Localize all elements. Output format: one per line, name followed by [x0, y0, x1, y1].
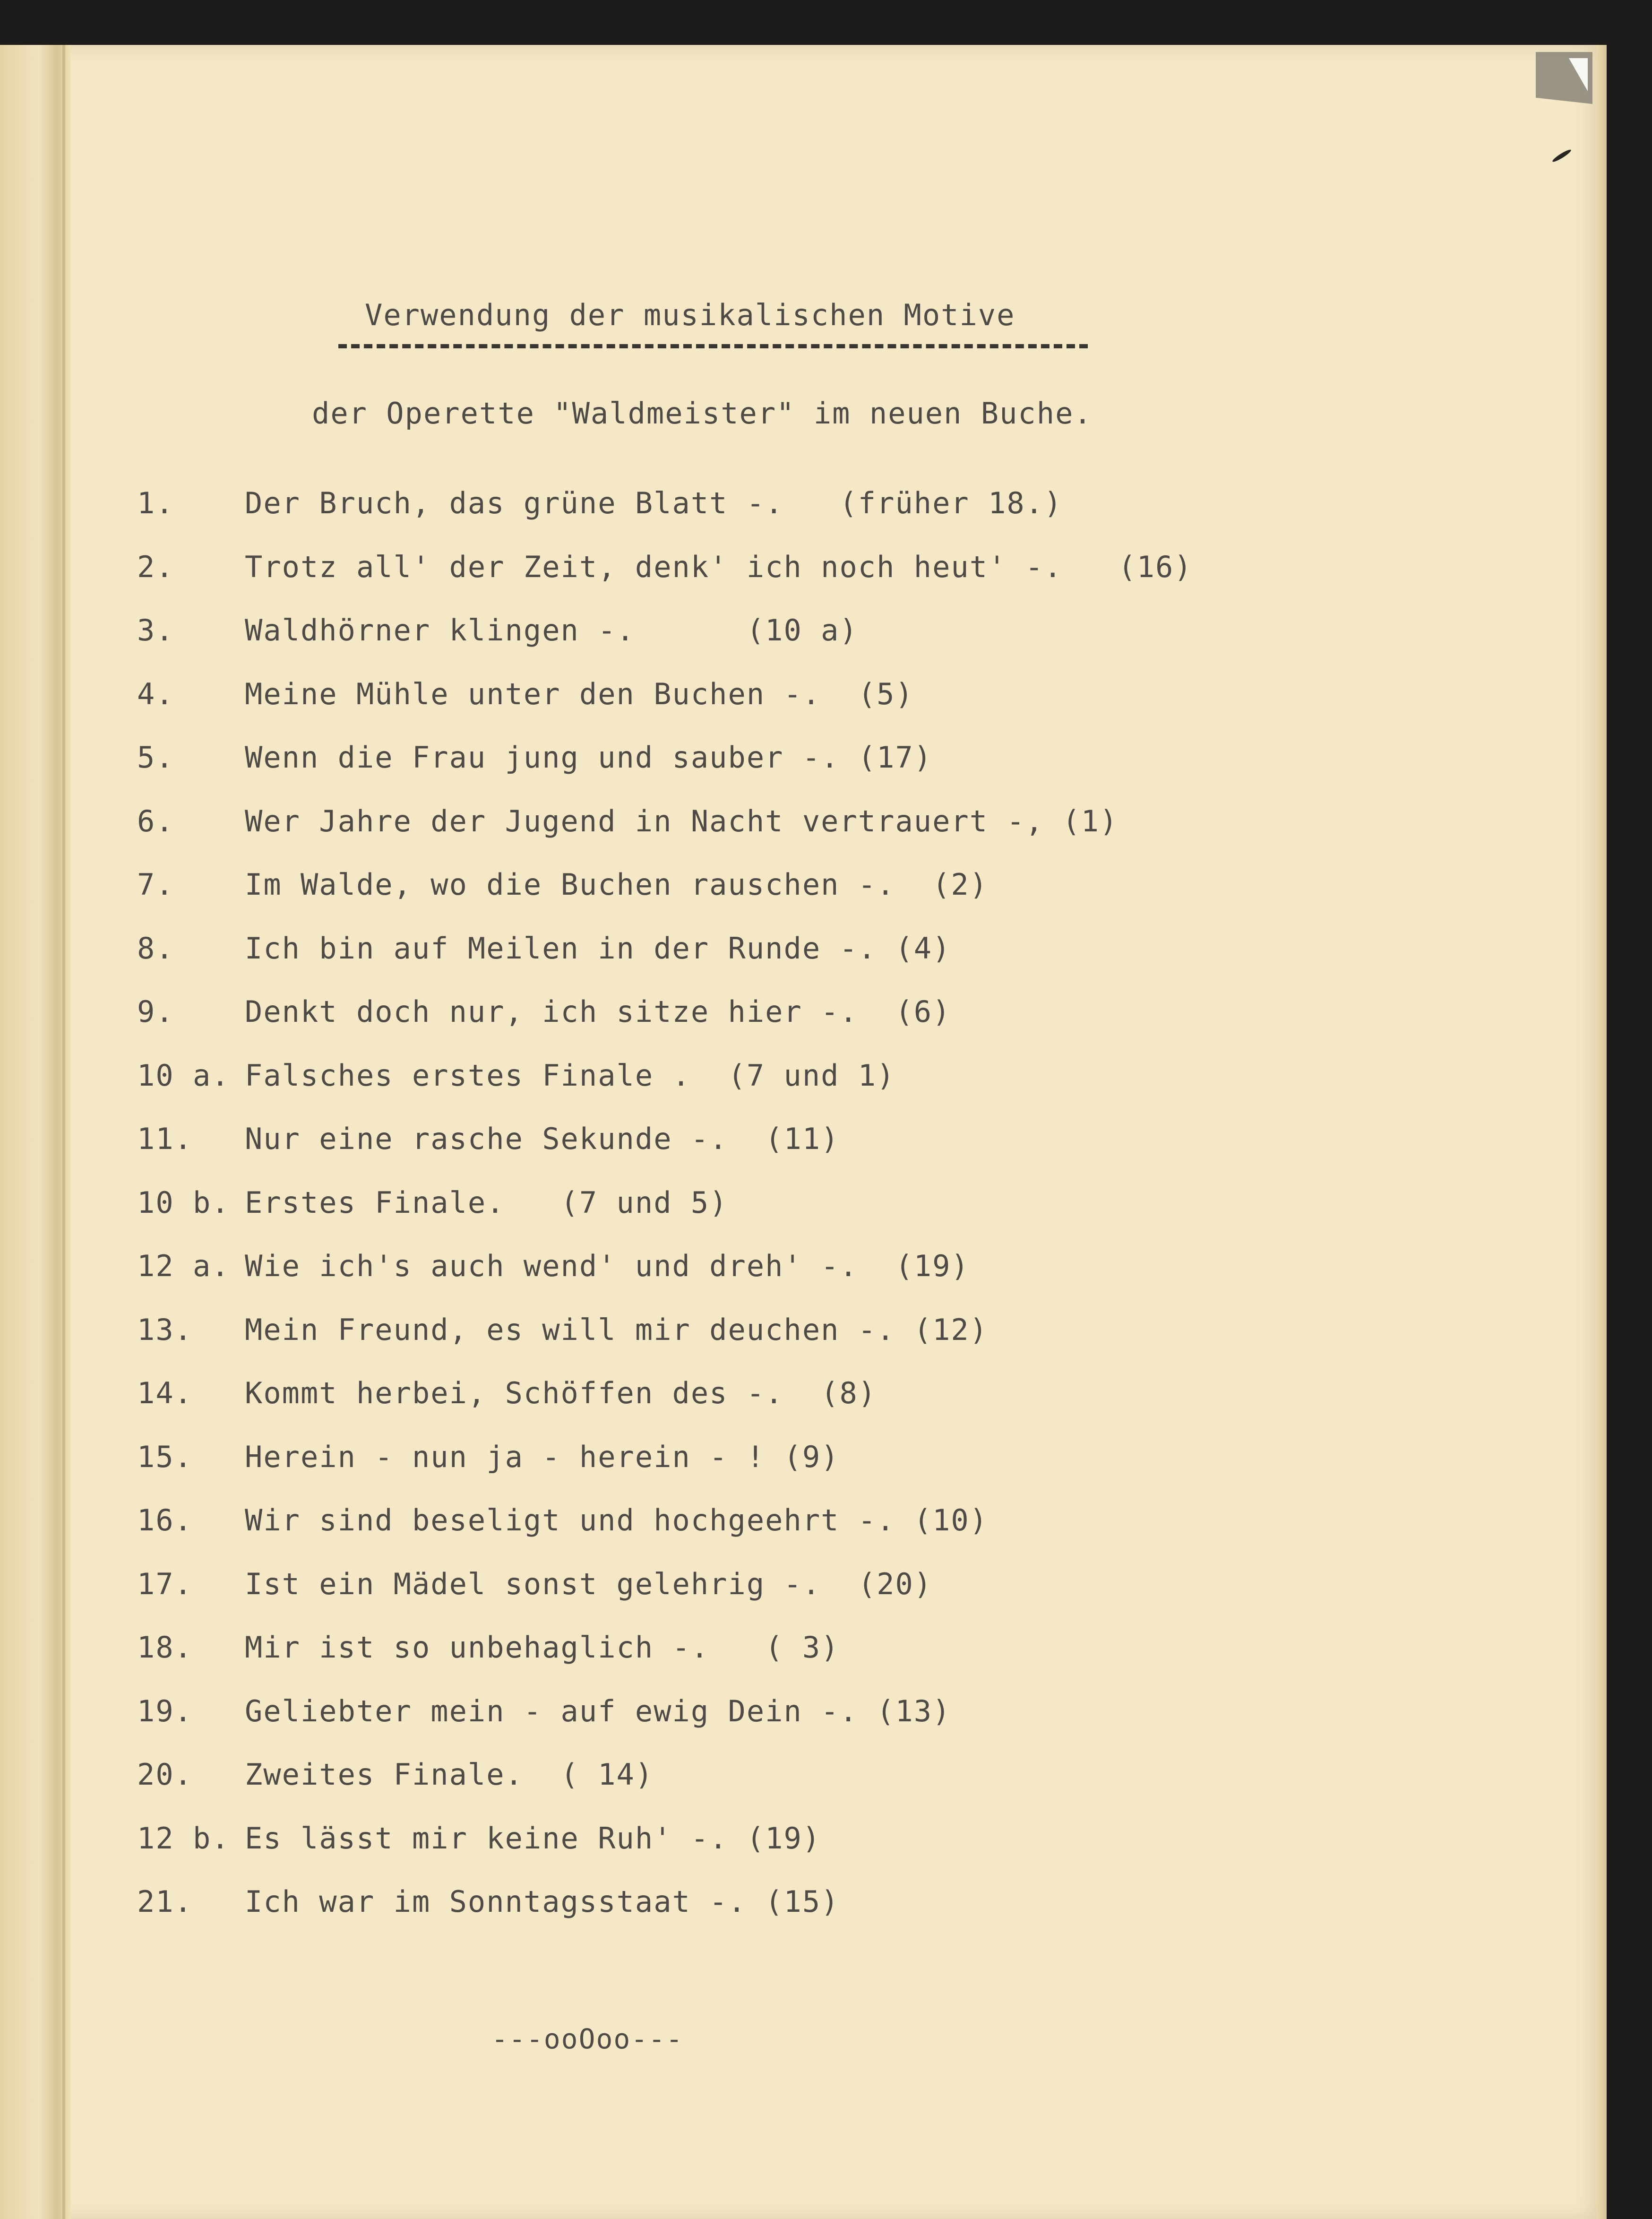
item-text: Der Bruch, das grüne Blatt -. (früher 18.) [245, 486, 1063, 520]
document-subtitle: der Operette "Waldmeister" im neuen Buche. [312, 396, 1093, 431]
item-text: Es lässt mir keine Ruh' -. (19) [245, 1821, 821, 1856]
list-item [137, 550, 1193, 613]
item-text: Denkt doch nur, ich sitze hier -. (6) [245, 994, 951, 1029]
item-text: Erstes Finale. (7 und 5) [245, 1185, 728, 1220]
item-number: 11. [137, 1122, 193, 1156]
list-item [137, 486, 1193, 550]
list-item [137, 867, 1193, 931]
item-number: 13. [137, 1312, 193, 1347]
list-item [137, 740, 1193, 804]
item-number: 17. [137, 1566, 193, 1601]
item-number: 14. [137, 1376, 193, 1410]
item-number: 20. [137, 1757, 193, 1792]
list-item [137, 1376, 1193, 1440]
list-item [137, 1440, 1193, 1503]
item-number: 9. [137, 994, 174, 1029]
item-text: Mir ist so unbehaglich -. ( 3) [245, 1630, 840, 1665]
item-text: Ist ein Mädel sonst gelehrig -. (20) [245, 1566, 933, 1601]
list-item [137, 1503, 1193, 1567]
item-number: 8. [137, 931, 174, 966]
item-number: 4. [137, 676, 174, 711]
motive-list [137, 486, 1193, 1948]
item-text: Kommt herbei, Schöffen des -. (8) [245, 1376, 877, 1410]
item-text: Meine Mühle unter den Buchen -. (5) [245, 676, 914, 711]
end-ornament: ---ooOoo--- [491, 2023, 684, 2055]
item-number: 18. [137, 1630, 193, 1665]
item-text: Herein - nun ja - herein - ! (9) [245, 1439, 840, 1474]
list-item [137, 1630, 1193, 1694]
item-text: Falsches erstes Finale . (7 und 1) [245, 1058, 895, 1093]
item-text: Zweites Finale. ( 14) [245, 1757, 654, 1792]
list-item [137, 1821, 1193, 1885]
list-item [137, 1757, 1193, 1821]
item-text: Trotz all' der Zeit, denk' ich noch heut' -. (16) [245, 549, 1193, 584]
title-dashed-underline [338, 344, 1088, 348]
item-text: Ich war im Sonntagsstaat -. (15) [245, 1884, 840, 1919]
item-number: 6. [137, 803, 174, 838]
list-item [137, 1249, 1193, 1312]
document-title: Verwendung der musikalischen Motive [365, 298, 1015, 332]
list-item [137, 1122, 1193, 1185]
item-number: 12 a. [137, 1249, 230, 1283]
list-item [137, 1058, 1193, 1122]
binding-gutter [0, 45, 71, 2219]
item-number: 3. [137, 613, 174, 648]
item-text: Wir sind beseligt und hochgeehrt -. (10) [245, 1503, 989, 1537]
list-item [137, 1567, 1193, 1631]
item-text: Nur eine rasche Sekunde -. (11) [245, 1122, 840, 1156]
item-number: 1. [137, 486, 174, 520]
item-number: 21. [137, 1884, 193, 1919]
list-item [137, 1884, 1193, 1948]
list-item [137, 1694, 1193, 1758]
item-text: Wie ich's auch wend' und dreh' -. (19) [245, 1249, 970, 1283]
list-item [137, 804, 1193, 868]
item-number: 15. [137, 1439, 193, 1474]
item-number: 10 b. [137, 1185, 230, 1220]
list-item [137, 1312, 1193, 1376]
item-text: Wer Jahre der Jugend in Nacht vertrauert -, (1) [245, 803, 1119, 838]
item-number: 10 a. [137, 1058, 230, 1093]
item-text: Wenn die Frau jung und sauber -. (17) [245, 740, 933, 775]
item-number: 7. [137, 867, 174, 902]
item-text: Waldhörner klingen -. (10 a) [245, 613, 858, 648]
item-text: Ich bin auf Meilen in der Runde -. (4) [245, 931, 951, 966]
item-text: Geliebter mein - auf ewig Dein -. (13) [245, 1693, 951, 1728]
list-item [137, 1185, 1193, 1249]
binding-crease [62, 45, 65, 2219]
item-number: 2. [137, 549, 174, 584]
page-edge [1596, 45, 1607, 2219]
list-item [137, 994, 1193, 1058]
item-number: 12 b. [137, 1821, 230, 1856]
item-number: 5. [137, 740, 174, 775]
list-item [137, 613, 1193, 677]
item-text: Im Walde, wo die Buchen rauschen -. (2) [245, 867, 989, 902]
list-item [137, 677, 1193, 741]
list-item [137, 931, 1193, 995]
item-text: Mein Freund, es will mir deuchen -. (12) [245, 1312, 989, 1347]
item-number: 16. [137, 1503, 193, 1537]
item-number: 19. [137, 1693, 193, 1728]
